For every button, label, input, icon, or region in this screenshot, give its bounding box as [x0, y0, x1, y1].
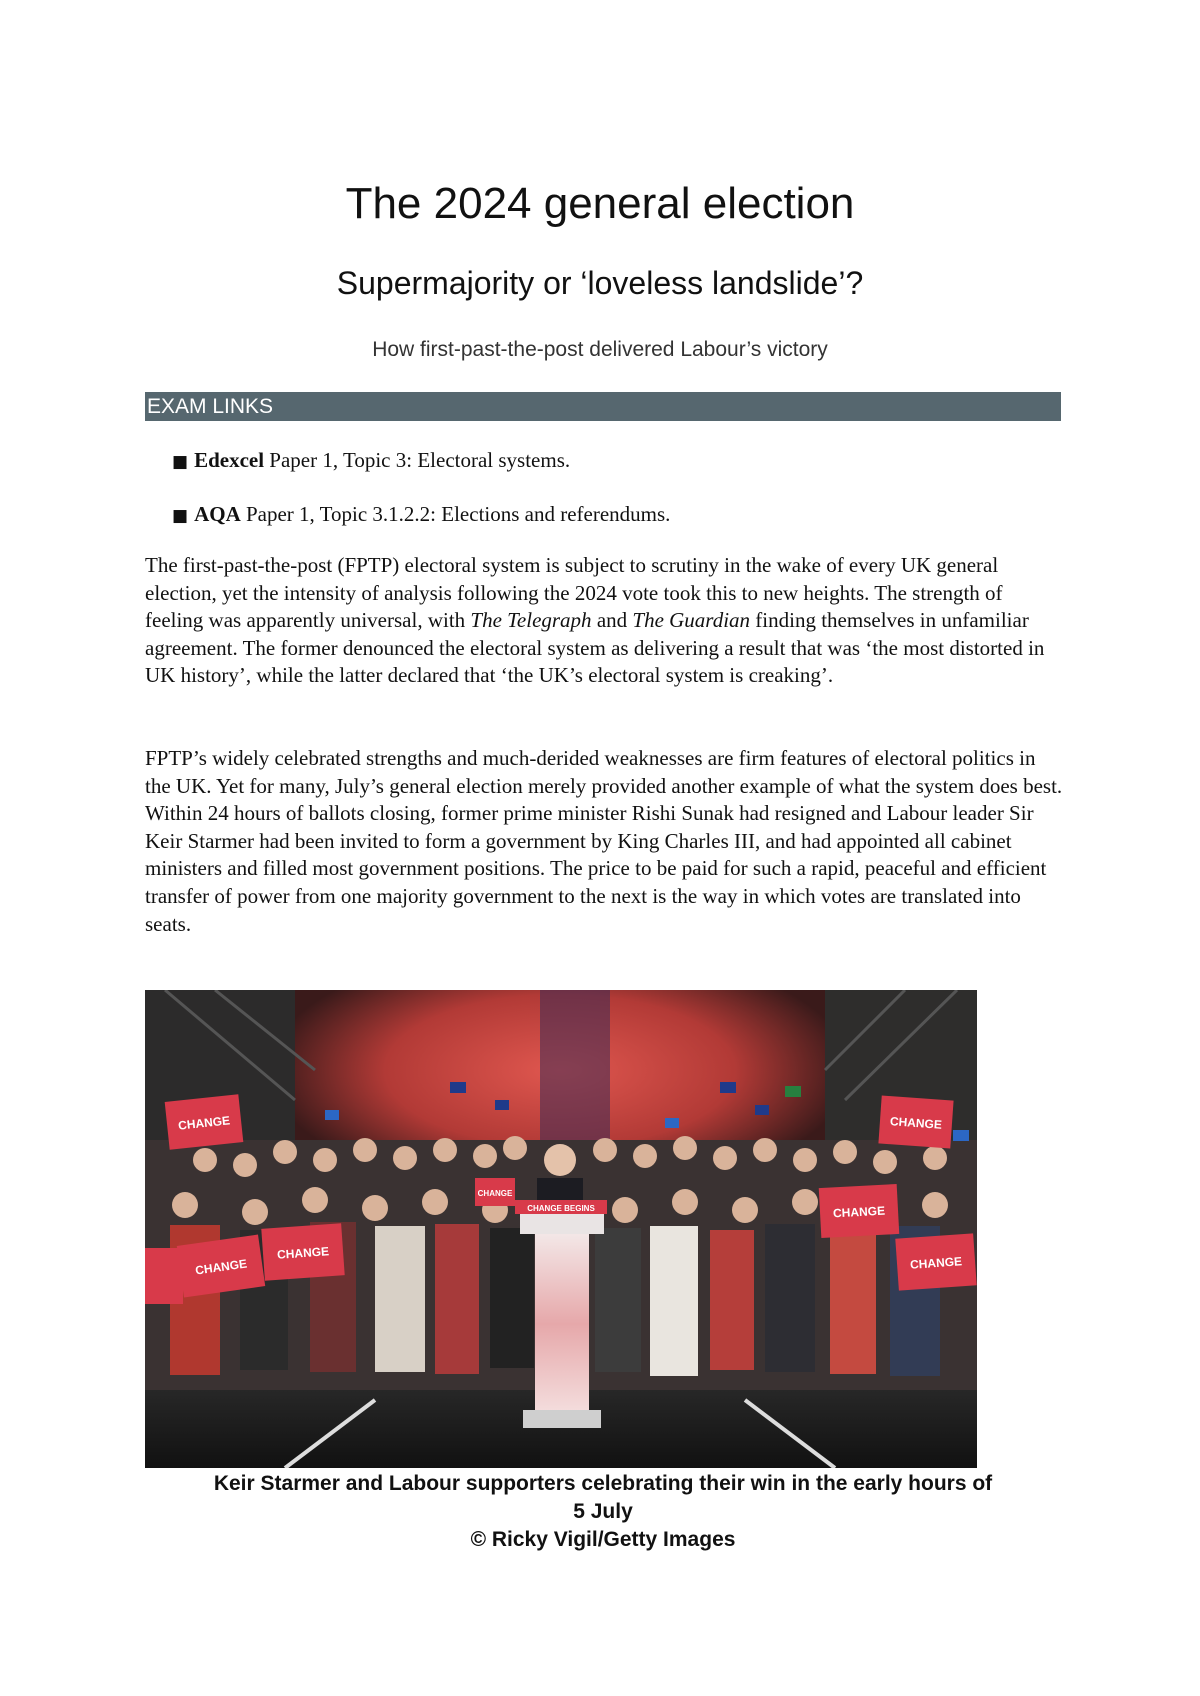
celebration-photo	[145, 990, 977, 1468]
podium-sign-text: CHANGE BEGINS	[527, 1204, 595, 1213]
svg-text:CHANGE: CHANGE	[909, 1254, 963, 1272]
body-paragraph-1	[145, 552, 1065, 690]
podium-column	[535, 1234, 589, 1414]
paragraph-text: The first-past-the-post (FPTP) electoral system is subject to scrutiny in the wake of every UK general election, yet the intensity of analysis following the 2024 vote took this to new heights. The strength of feeling was apparently universal, with	[145, 553, 1003, 633]
document-tagline: How first-past-the-post delivered Labour’s victory	[372, 338, 828, 361]
svg-text:CHANGE: CHANGE	[477, 1189, 513, 1198]
svg-text:CHANGE: CHANGE	[832, 1203, 886, 1221]
body-paragraph-2: FPTP’s widely celebrated strengths and much-derided weaknesses are firm features of electoral politics in the UK. Yet for many, July’s general election merely provided another example of what the system does best. Within 24 hours of ballots closing, former prime minister Rishi Sunak had resigned and Labour leader Sir Keir Starmer had been invited to form a government by King Charles III, and had appointed all cabinet ministers and filled most government positions. The price to be paid for such a rapid, peaceful and efficient transfer of power from one majority government to the next is the way in which votes are translated into seats.	[145, 746, 1063, 936]
caption-line-1: Keir Starmer and Labour supporters celebrating their win in the early hours of	[213, 1472, 993, 1495]
square-bullet-icon: ■	[172, 506, 189, 526]
svg-text:CHANGE: CHANGE	[889, 1114, 943, 1132]
svg-text:CHANGE: CHANGE	[177, 1113, 231, 1133]
podium-top	[520, 1214, 604, 1234]
publication-name: The Telegraph	[470, 608, 592, 633]
change-sign	[261, 1223, 344, 1280]
change-sign	[895, 1233, 976, 1290]
document-title: The 2024 general election	[345, 179, 855, 228]
photo-credit: © Ricky Vigil/Getty Images	[470, 1528, 736, 1551]
caption-line-2: 5 July	[573, 1500, 633, 1523]
exam-link-item	[172, 446, 670, 476]
change-sign	[475, 1178, 515, 1206]
change-sign	[145, 1248, 183, 1304]
photo-caption	[145, 1470, 1061, 1554]
svg-text:CHANGE: CHANGE	[276, 1244, 330, 1262]
exam-link-text: Paper 1, Topic 3: Electoral systems.	[264, 448, 571, 472]
change-sign	[878, 1096, 953, 1149]
paragraph-text: and	[591, 608, 633, 633]
photo-illustration	[145, 990, 977, 1468]
podium-base	[523, 1410, 601, 1428]
exam-link-text: Paper 1, Topic 3.1.2.2: Elections and referendums.	[240, 502, 671, 526]
publication-name: The Guardian	[632, 608, 751, 633]
exam-links-header: EXAM LINKS	[145, 392, 1061, 421]
exam-board-name: Edexcel	[194, 448, 265, 472]
change-sign	[819, 1184, 900, 1238]
square-bullet-icon: ■	[172, 452, 189, 472]
document-subtitle: Supermajority or ‘loveless landslide’?	[336, 265, 864, 301]
exam-board-name: AQA	[194, 502, 241, 526]
change-sign	[165, 1094, 244, 1149]
svg-text:CHANGE: CHANGE	[194, 1256, 248, 1278]
exam-links-list	[172, 446, 670, 554]
exam-link-item	[172, 500, 670, 530]
paragraph-text: finding themselves in unfamiliar agreement. The former denounced the electoral system as delivering a result that was ‘the most distorted in UK history’, while the latter declared that ‘the UK’s electoral system is creaking’.	[145, 608, 1045, 688]
speaker-head	[544, 1144, 576, 1176]
